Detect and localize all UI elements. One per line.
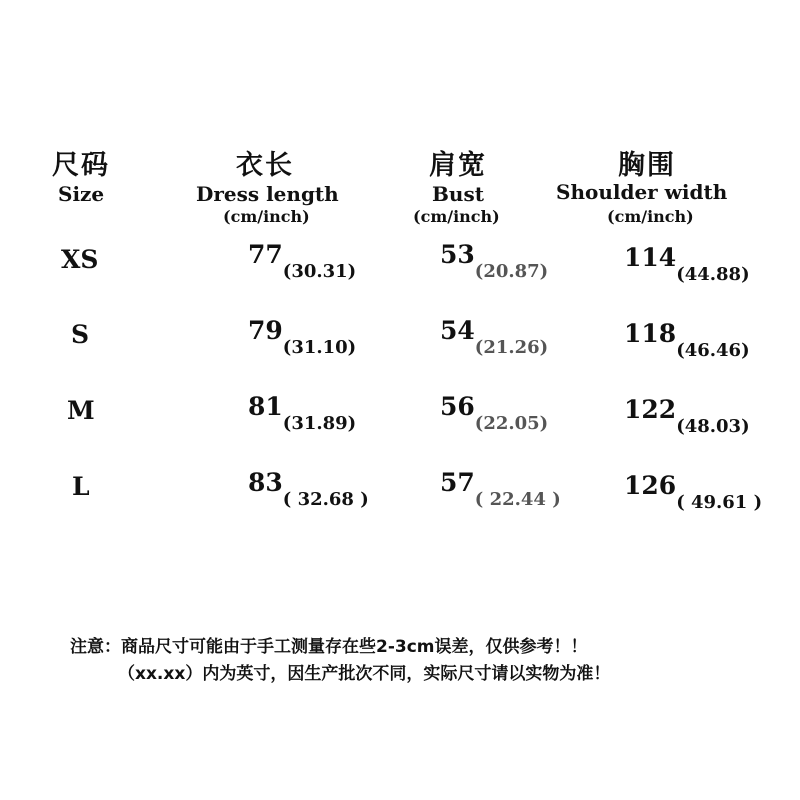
shoulder-header-unit: (cm/inch) <box>607 207 694 226</box>
inch-value: (21.26) <box>474 337 549 358</box>
inch-value: ( 32.68 ) <box>282 489 369 510</box>
inch-value: (46.46) <box>676 340 750 361</box>
table-cell-dress-s <box>248 316 357 358</box>
bust-header-cn: 肩宽 <box>429 150 487 181</box>
bust-header-en: Bust <box>432 182 484 206</box>
cm-value: 122 <box>624 395 677 424</box>
inch-value: (20.87) <box>474 261 549 282</box>
measurement-note-line2: （xx.xx）内为英寸，因生产批次不同，实际尺寸请以实物为准！ <box>118 664 611 684</box>
cm-value: 57 <box>440 468 475 497</box>
inch-value: (30.31) <box>282 261 357 282</box>
table-cell-bust-m <box>440 392 549 434</box>
table-cell-dress-l <box>248 468 369 510</box>
inch-value: (48.03) <box>676 416 750 437</box>
table-cell-dress-m <box>248 392 357 434</box>
table-cell-shoulder-m <box>624 395 750 437</box>
inch-value: ( 49.61 ) <box>676 492 763 513</box>
table-cell-bust-xs <box>440 240 549 282</box>
cm-value: 54 <box>440 316 475 345</box>
cm-value: 126 <box>624 471 677 500</box>
bust-header-unit: (cm/inch) <box>413 207 500 226</box>
size-label-xs: XS <box>61 245 99 274</box>
shoulder-header-en: Shoulder width <box>556 180 728 204</box>
shoulder-header-cn: 胸围 <box>618 150 676 181</box>
inch-value: (44.88) <box>676 264 750 285</box>
inch-value: (31.89) <box>282 413 357 434</box>
cm-value: 79 <box>248 316 283 345</box>
dress-length-header-cn: 衣长 <box>236 150 294 181</box>
cm-value: 118 <box>624 319 677 348</box>
dress-length-header-en: Dress length <box>196 182 339 206</box>
table-cell-bust-l <box>440 468 561 510</box>
cm-value: 53 <box>440 240 475 269</box>
inch-value: ( 22.44 ) <box>474 489 561 510</box>
inch-value: (22.05) <box>474 413 549 434</box>
cm-value: 77 <box>248 240 283 269</box>
table-cell-shoulder-s <box>624 319 750 361</box>
size-label-l: L <box>72 472 90 501</box>
inch-value: (31.10) <box>282 337 357 358</box>
size-header-en: Size <box>58 182 105 206</box>
measurement-note-line1: 注意：商品尺寸可能由于手工测量存在些2-3cm误差，仅供参考！！ <box>70 637 588 657</box>
table-cell-bust-s <box>440 316 549 358</box>
table-cell-shoulder-xs <box>624 243 750 285</box>
cm-value: 56 <box>440 392 475 421</box>
table-cell-shoulder-l <box>624 471 763 513</box>
cm-value: 81 <box>248 392 283 421</box>
cm-value: 83 <box>248 468 283 497</box>
cm-value: 114 <box>624 243 677 272</box>
dress-length-header-unit: (cm/inch) <box>223 207 310 226</box>
size-header-cn: 尺码 <box>52 150 110 181</box>
table-cell-dress-xs <box>248 240 357 282</box>
size-label-s: S <box>71 320 90 349</box>
size-label-m: M <box>67 396 95 425</box>
